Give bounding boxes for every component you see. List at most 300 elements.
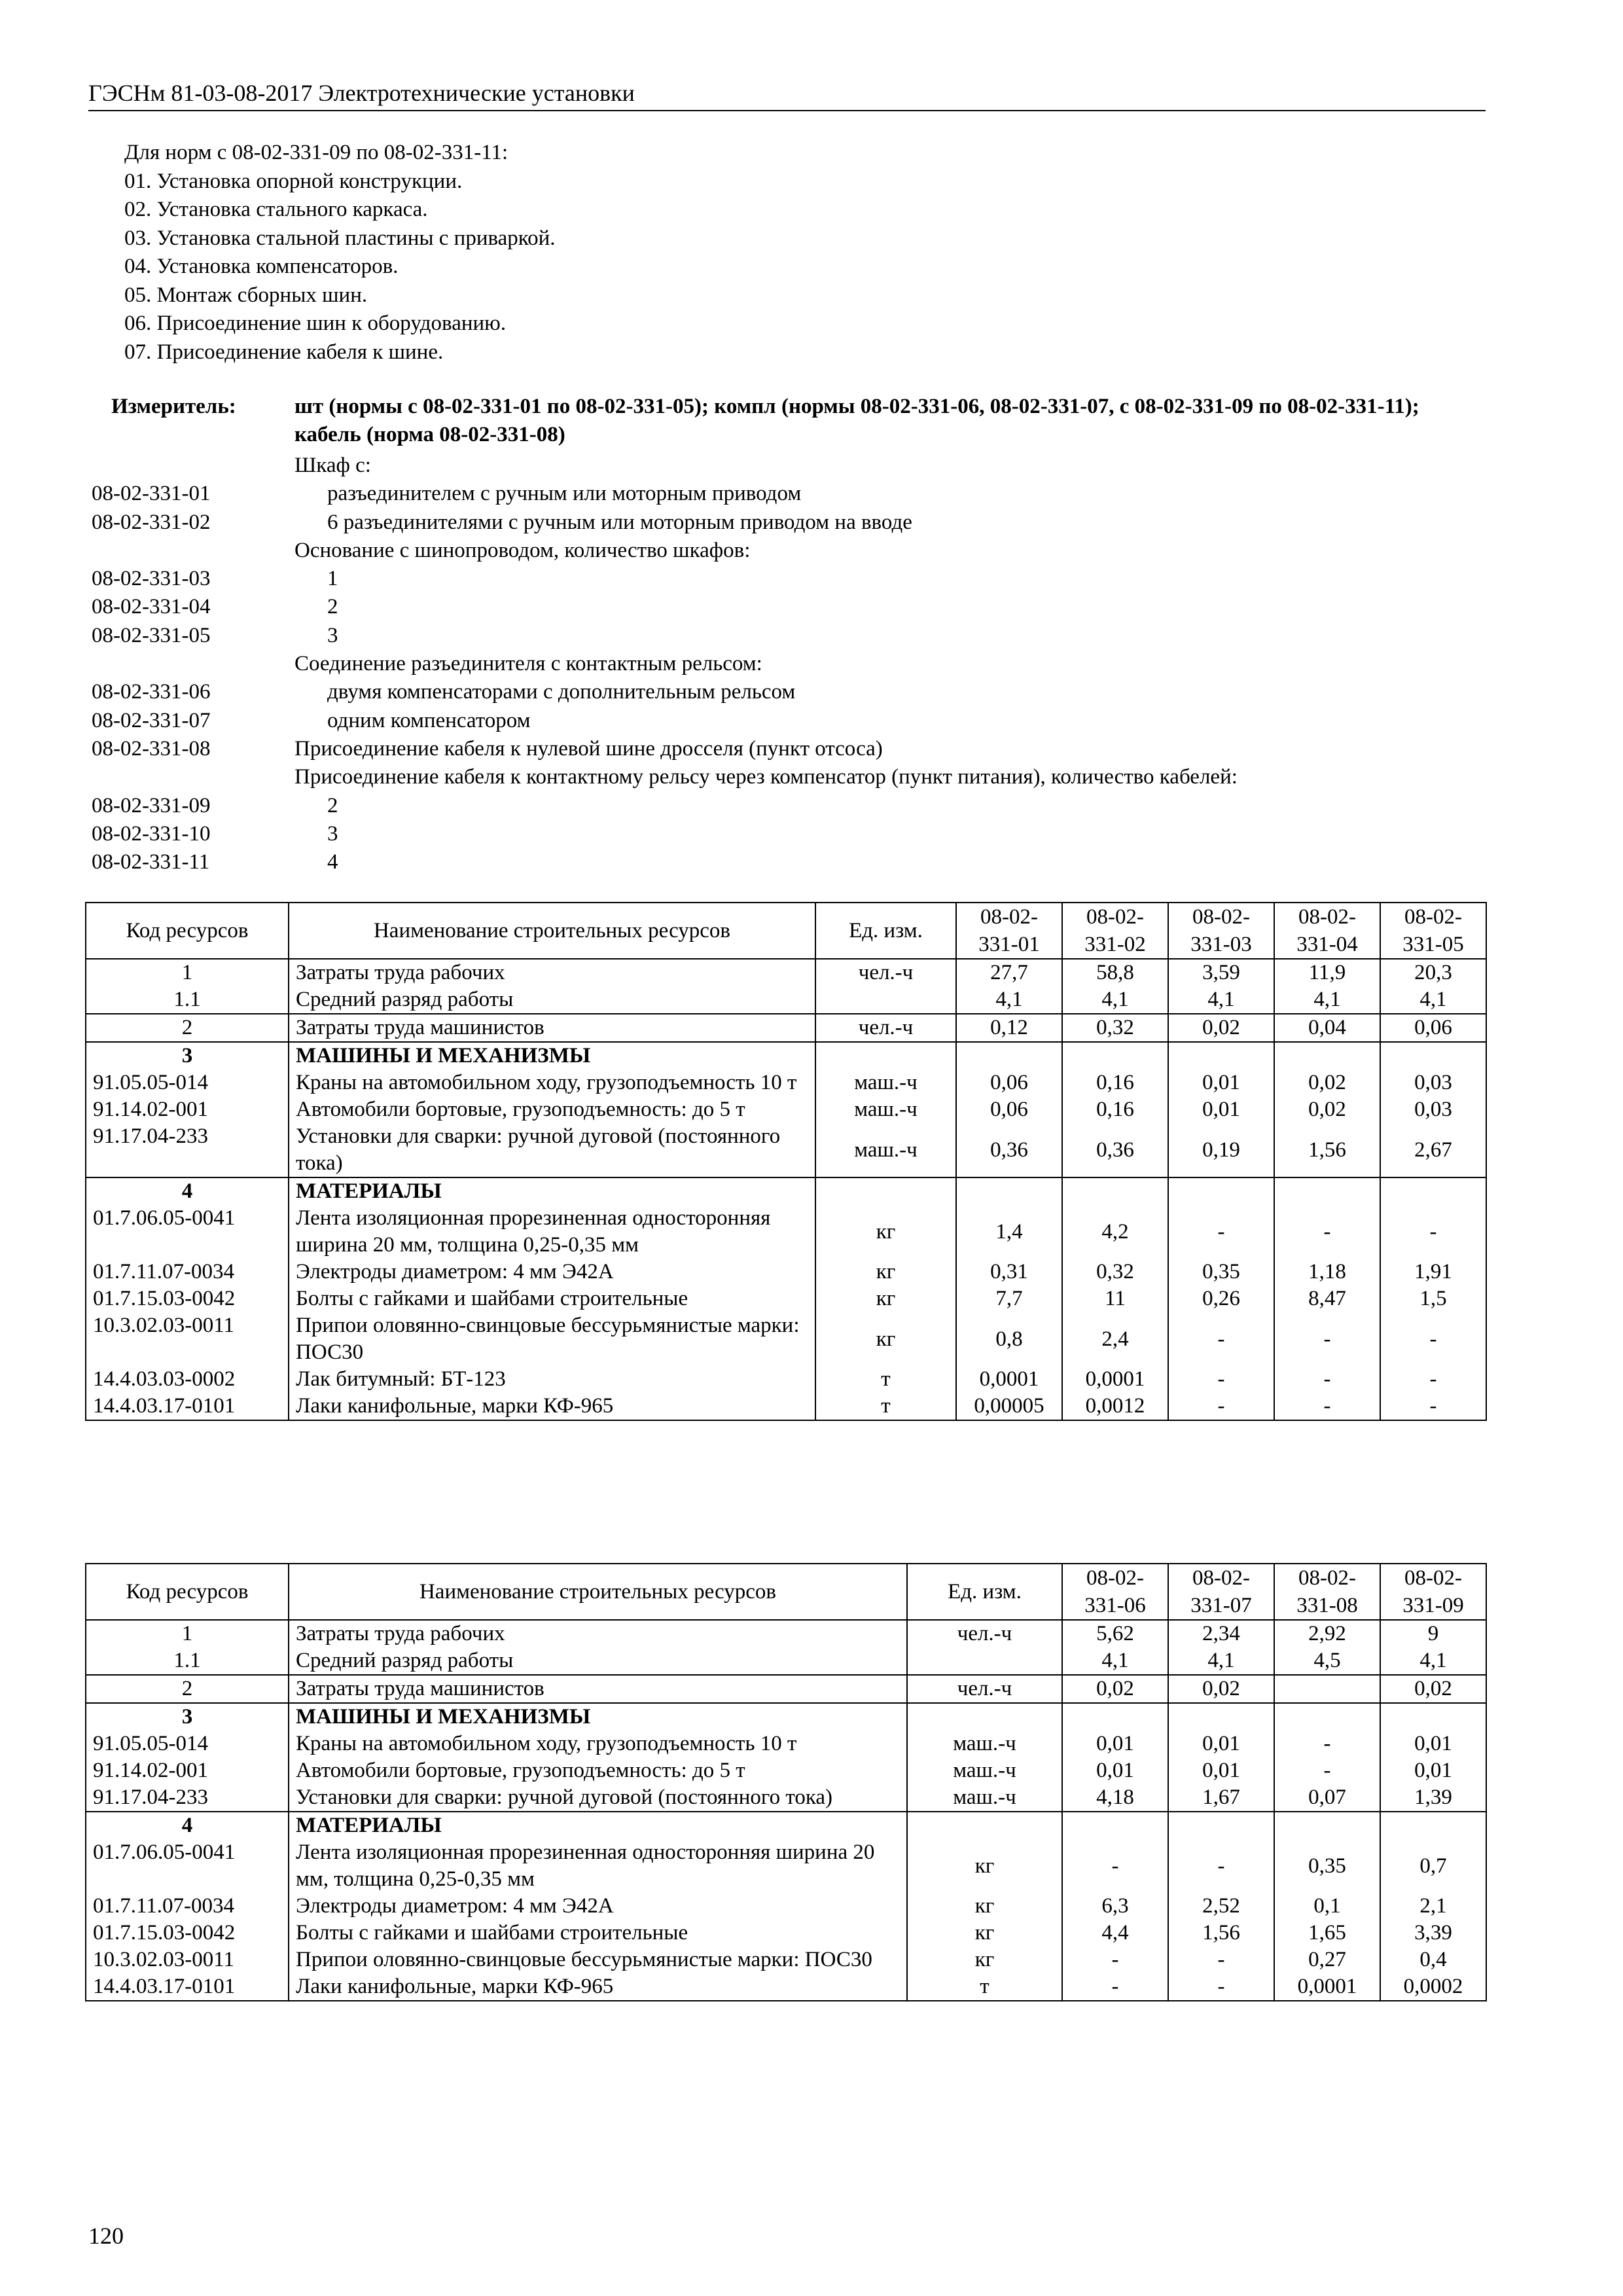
table-row (86, 1731, 1486, 1757)
column-header: 08-02-331-03 (1168, 903, 1274, 959)
norm-description: Присоединение кабеля к нулевой шине дросселя (пункт отсоса) (294, 736, 883, 761)
table-row (86, 1042, 1486, 1069)
resource-code: 14.4.03.03-0002 (86, 1366, 289, 1393)
resource-value: - (1380, 1366, 1486, 1393)
intro-line: 03. Установка стальной пластины с приваркой. (124, 226, 556, 250)
resource-value: 0,12 (956, 1014, 1062, 1042)
resource-value: 9 (1380, 1620, 1486, 1647)
resource-name: Средний разряд работы (289, 986, 815, 1014)
page-number: 120 (88, 2223, 124, 2249)
norm-description: 4 (327, 850, 338, 874)
resource-value: - (1168, 1839, 1274, 1893)
resource-name: МАТЕРИАЛЫ (289, 1812, 907, 1839)
resource-value: 1,4 (956, 1205, 1062, 1259)
table-header-row (86, 903, 1486, 959)
resource-unit: кг (815, 1312, 956, 1366)
resource-code: 4 (86, 1177, 289, 1205)
intro-line: 04. Установка компенсаторов. (124, 255, 399, 278)
table-row (86, 1312, 1486, 1366)
resource-unit: чел.-ч (815, 1014, 956, 1042)
resource-value: 1,56 (1168, 1920, 1274, 1946)
norm-code: 08-02-331-09 (92, 793, 211, 817)
resource-unit: кг (907, 1920, 1062, 1946)
resource-value: 0,01 (1168, 1757, 1274, 1784)
resource-value: 0,02 (1168, 1675, 1274, 1703)
resource-value (1274, 1703, 1380, 1731)
resource-value: 0,0001 (1062, 1366, 1168, 1393)
resource-value: - (1168, 1973, 1274, 2001)
resource-value: 7,7 (956, 1285, 1062, 1312)
resource-value: 0,06 (956, 1069, 1062, 1096)
resource-value: 0,36 (956, 1123, 1062, 1177)
resource-value: 4,4 (1062, 1920, 1168, 1946)
resource-unit (907, 1812, 1062, 1839)
column-header: Код ресурсов (86, 1564, 289, 1620)
resource-code: 91.05.05-014 (86, 1069, 289, 1096)
resource-code: 10.3.02.03-0011 (86, 1946, 289, 1973)
norm-row (92, 678, 1492, 706)
resource-value: 1,39 (1380, 1784, 1486, 1812)
resource-code: 1.1 (86, 986, 289, 1014)
norm-row (92, 452, 1492, 480)
norm-description: Шкаф с: (294, 454, 371, 477)
resource-value: - (1168, 1946, 1274, 1973)
resource-code: 10.3.02.03-0011 (86, 1312, 289, 1366)
column-header: Наименование строительных ресурсов (289, 1564, 907, 1620)
resource-value: 0,0012 (1062, 1393, 1168, 1420)
resource-name: Лента изоляционная прорезиненная односторонняя ширина 20 мм, толщина 0,25-0,35 мм (289, 1205, 815, 1259)
resource-name: Установки для сварки: ручной дуговой (постоянного тока) (289, 1784, 907, 1812)
resource-value: 1,91 (1380, 1259, 1486, 1285)
resource-unit: кг (815, 1285, 956, 1312)
table-row (86, 1893, 1486, 1920)
resource-value: 0,04 (1274, 1014, 1380, 1042)
resource-value: - (1274, 1366, 1380, 1393)
resource-name: Лента изоляционная прорезиненная односторонняя ширина 20 мм, толщина 0,25-0,35 мм (289, 1839, 907, 1893)
resource-value: 1,18 (1274, 1259, 1380, 1285)
resource-code: 91.14.02-001 (86, 1096, 289, 1123)
resource-code: 01.7.06.05-0041 (86, 1839, 289, 1893)
measurement-label: Измеритель: (111, 395, 236, 418)
resource-value: 2,52 (1168, 1893, 1274, 1920)
resource-name: Автомобили бортовые, грузоподъемность: до 5 т (289, 1096, 815, 1123)
table-row (86, 1920, 1486, 1946)
norm-code: 08-02-331-11 (92, 850, 210, 874)
resource-code: 01.7.11.07-0034 (86, 1893, 289, 1920)
resource-value: 0,02 (1274, 1069, 1380, 1096)
norm-description: 3 (327, 821, 338, 846)
norm-code: 08-02-331-05 (92, 623, 211, 647)
intro-line: 07. Присоединение кабеля к шине. (124, 340, 444, 364)
resource-name: Лак битумный: БТ-123 (289, 1366, 815, 1393)
norm-row (92, 537, 1492, 565)
resource-value: 0,01 (1062, 1757, 1168, 1784)
resource-value: 8,47 (1274, 1285, 1380, 1312)
resource-code: 91.17.04-233 (86, 1784, 289, 1812)
intro-line: Для норм с 08-02-331-09 по 08-02-331-11: (124, 141, 508, 164)
resource-value (1168, 1177, 1274, 1205)
resource-value: - (1274, 1393, 1380, 1420)
resource-name: Затраты труда рабочих (289, 1620, 907, 1647)
resource-code: 01.7.11.07-0034 (86, 1259, 289, 1285)
column-header: 08-02-331-09 (1380, 1564, 1486, 1620)
table-row (86, 1096, 1486, 1123)
resource-value: 0,35 (1168, 1259, 1274, 1285)
resource-name: Лаки канифольные, марки КФ-965 (289, 1973, 907, 2001)
table-row (86, 1620, 1486, 1647)
resource-value: 1,65 (1274, 1920, 1380, 1946)
resource-unit: т (907, 1973, 1062, 2001)
intro-line: 06. Присоединение шин к оборудованию. (124, 312, 507, 335)
intro-line: 05. Монтаж сборных шин. (124, 283, 368, 307)
resource-value: 0,19 (1168, 1123, 1274, 1177)
resource-value: 0,01 (1380, 1757, 1486, 1784)
norm-description: 2 (327, 793, 338, 817)
resource-value: 0,02 (1274, 1096, 1380, 1123)
resource-value (1274, 1042, 1380, 1069)
norm-row (92, 593, 1492, 621)
resource-value: 0,16 (1062, 1069, 1168, 1096)
resource-value: - (1274, 1731, 1380, 1757)
resource-name: Припои оловянно-свинцовые бессурьмянистые марки: ПОС30 (289, 1312, 815, 1366)
table-header-row (86, 1564, 1486, 1620)
resource-value: 2,92 (1274, 1620, 1380, 1647)
resource-value: 5,62 (1062, 1620, 1168, 1647)
table-row (86, 1366, 1486, 1393)
norm-row (92, 792, 1492, 820)
resource-value: 4,1 (1062, 986, 1168, 1014)
norm-row (92, 622, 1492, 650)
resource-value: - (1274, 1205, 1380, 1259)
resource-value: 0,01 (1168, 1731, 1274, 1757)
resource-code: 14.4.03.17-0101 (86, 1973, 289, 2001)
resource-value: - (1380, 1205, 1486, 1259)
resource-value (1380, 1042, 1486, 1069)
resource-unit: кг (907, 1893, 1062, 1920)
norm-description: одним компенсатором (327, 708, 531, 732)
resource-name: Затраты труда машинистов (289, 1014, 815, 1042)
resource-unit (815, 1042, 956, 1069)
table-row (86, 1703, 1486, 1731)
resource-unit: чел.-ч (907, 1620, 1062, 1647)
norm-code: 08-02-331-08 (92, 736, 211, 761)
resource-code: 1 (86, 1620, 289, 1647)
resource-value: - (1380, 1393, 1486, 1420)
resource-value: 0,4 (1380, 1946, 1486, 1973)
resource-name: МАШИНЫ И МЕХАНИЗМЫ (289, 1703, 907, 1731)
resource-name: Электроды диаметром: 4 мм Э42А (289, 1259, 815, 1285)
norm-row (92, 509, 1492, 537)
resource-value (1062, 1177, 1168, 1205)
resource-value: 0,06 (956, 1096, 1062, 1123)
resource-value: 1,5 (1380, 1285, 1486, 1312)
resource-value: 0,27 (1274, 1946, 1380, 1973)
resource-table-2 (85, 1563, 1487, 2001)
table-row (86, 1647, 1486, 1675)
resource-value: 2,34 (1168, 1620, 1274, 1647)
table-row (86, 1177, 1486, 1205)
resource-value: 4,5 (1274, 1647, 1380, 1675)
resource-unit (907, 1647, 1062, 1675)
norm-code: 08-02-331-07 (92, 708, 211, 732)
column-header: Ед. изм. (815, 903, 956, 959)
resource-value: 4,1 (1168, 1647, 1274, 1675)
resource-code: 91.05.05-014 (86, 1731, 289, 1757)
norm-row (92, 763, 1492, 791)
resource-value: - (1274, 1757, 1380, 1784)
table-row (86, 1393, 1486, 1420)
table-row (86, 1784, 1486, 1812)
resource-unit: маш.-ч (907, 1784, 1062, 1812)
table-row (86, 1675, 1486, 1703)
norm-code: 08-02-331-06 (92, 680, 211, 704)
resource-name: Болты с гайками и шайбами строительные (289, 1920, 907, 1946)
table-row (86, 1205, 1486, 1259)
resource-name: Автомобили бортовые, грузоподъемность: до 5 т (289, 1757, 907, 1784)
resource-value: 11,9 (1274, 959, 1380, 986)
resource-value: 0,32 (1062, 1259, 1168, 1285)
norm-code (92, 763, 294, 791)
resource-value: 0,0001 (1274, 1973, 1380, 2001)
resource-unit (907, 1703, 1062, 1731)
resource-value: 20,3 (1380, 959, 1486, 986)
norm-code (92, 537, 294, 565)
resource-value (1168, 1812, 1274, 1839)
norm-code (92, 452, 294, 480)
resource-value (956, 1042, 1062, 1069)
resource-value: - (1062, 1839, 1168, 1893)
resource-value: 4,1 (1380, 1647, 1486, 1675)
norm-code: 08-02-331-04 (92, 595, 211, 619)
resource-value: 3,39 (1380, 1920, 1486, 1946)
resource-value: 0,01 (1168, 1096, 1274, 1123)
resource-value: 4,1 (1274, 986, 1380, 1014)
table-row (86, 1757, 1486, 1784)
resource-code: 2 (86, 1014, 289, 1042)
resource-code: 14.4.03.17-0101 (86, 1393, 289, 1420)
resource-value: 0,35 (1274, 1839, 1380, 1893)
resource-unit: чел.-ч (907, 1675, 1062, 1703)
resource-value: - (1380, 1312, 1486, 1366)
resource-unit: маш.-ч (815, 1123, 956, 1177)
resource-value: 4,1 (1380, 986, 1486, 1014)
resource-unit: кг (815, 1259, 956, 1285)
resource-value: 0,32 (1062, 1014, 1168, 1042)
norm-row (92, 820, 1492, 848)
resource-unit: маш.-ч (907, 1757, 1062, 1784)
resource-value: 0,36 (1062, 1123, 1168, 1177)
resource-value: - (1168, 1393, 1274, 1420)
resource-value: - (1168, 1366, 1274, 1393)
norm-description: двумя компенсаторами с дополнительным рельсом (327, 680, 796, 704)
resource-name: Средний разряд работы (289, 1647, 907, 1675)
resource-value: 2,4 (1062, 1312, 1168, 1366)
resource-name: Затраты труда машинистов (289, 1675, 907, 1703)
norms-list (92, 452, 1492, 876)
resource-name: Установки для сварки: ручной дуговой (постоянного тока) (289, 1123, 815, 1177)
resource-code: 01.7.06.05-0041 (86, 1205, 289, 1259)
resource-code: 1 (86, 959, 289, 986)
column-header: 08-02-331-07 (1168, 1564, 1274, 1620)
resource-unit: т (815, 1366, 956, 1393)
resource-value: 0,01 (1062, 1731, 1168, 1757)
resource-unit: кг (907, 1839, 1062, 1893)
resource-value: 27,7 (956, 959, 1062, 986)
resource-value: 0,07 (1274, 1784, 1380, 1812)
resource-value: - (1062, 1946, 1168, 1973)
resource-value: 2,67 (1380, 1123, 1486, 1177)
resource-value: 0,1 (1274, 1893, 1380, 1920)
norm-description: 1 (327, 567, 338, 591)
resource-value (1062, 1703, 1168, 1731)
norm-description: разъединителем с ручным или моторным приводом (327, 482, 802, 506)
resource-value: - (1168, 1205, 1274, 1259)
resource-value: 0,0002 (1380, 1973, 1486, 2001)
resource-code: 01.7.15.03-0042 (86, 1920, 289, 1946)
resource-value: 0,02 (1062, 1675, 1168, 1703)
resource-name: Краны на автомобильном ходу, грузоподъемность 10 т (289, 1069, 815, 1096)
resource-value: 0,16 (1062, 1096, 1168, 1123)
resource-table-1 (85, 902, 1487, 1421)
resource-value: - (1168, 1312, 1274, 1366)
resource-unit: чел.-ч (815, 959, 956, 986)
resource-value (1274, 1675, 1380, 1703)
resource-code: 3 (86, 1042, 289, 1069)
norm-code (92, 650, 294, 678)
norm-row (92, 565, 1492, 593)
norm-code: 08-02-331-01 (92, 482, 211, 506)
resource-name: МАТЕРИАЛЫ (289, 1177, 815, 1205)
resource-unit: т (815, 1393, 956, 1420)
resource-value: 0,03 (1380, 1069, 1486, 1096)
table-row (86, 1973, 1486, 2001)
norm-description: 3 (327, 623, 338, 647)
resource-name: Болты с гайками и шайбами строительные (289, 1285, 815, 1312)
resource-value (1380, 1177, 1486, 1205)
resource-code: 3 (86, 1703, 289, 1731)
resource-value (1168, 1042, 1274, 1069)
resource-name: Краны на автомобильном ходу, грузоподъемность 10 т (289, 1731, 907, 1757)
norm-row (92, 707, 1492, 735)
resource-unit (815, 1177, 956, 1205)
resource-value: 0,03 (1380, 1096, 1486, 1123)
resource-value: 0,7 (1380, 1839, 1486, 1893)
resource-name: Лаки канифольные, марки КФ-965 (289, 1393, 815, 1420)
resource-unit: маш.-ч (907, 1731, 1062, 1757)
table-row (86, 1946, 1486, 1973)
resource-value: 11 (1062, 1285, 1168, 1312)
column-header: 08-02-331-04 (1274, 903, 1380, 959)
norm-description: 6 разъединителями с ручным или моторным приводом на вводе (327, 510, 912, 534)
resource-value: 0,01 (1380, 1731, 1486, 1757)
resource-value: 6,3 (1062, 1893, 1168, 1920)
resource-name: Припои оловянно-свинцовые бессурьмянистые марки: ПОС30 (289, 1946, 907, 1973)
resource-value: 4,1 (956, 986, 1062, 1014)
resource-unit: кг (907, 1946, 1062, 1973)
resource-value: 3,59 (1168, 959, 1274, 986)
table-row (86, 1259, 1486, 1285)
resource-value: 0,00005 (956, 1393, 1062, 1420)
resource-value: 4,1 (1168, 986, 1274, 1014)
resource-value: 0,31 (956, 1259, 1062, 1285)
resource-code: 91.14.02-001 (86, 1757, 289, 1784)
resource-name: Электроды диаметром: 4 мм Э42А (289, 1893, 907, 1920)
resource-value (1168, 1703, 1274, 1731)
resource-value: 0,02 (1380, 1675, 1486, 1703)
resource-value (1274, 1812, 1380, 1839)
resource-unit: маш.-ч (815, 1069, 956, 1096)
table-row (86, 1812, 1486, 1839)
norm-code: 08-02-331-03 (92, 567, 211, 591)
resource-value: 1,56 (1274, 1123, 1380, 1177)
resource-value: 0,0001 (956, 1366, 1062, 1393)
norm-row (92, 735, 1492, 763)
resource-value: 0,8 (956, 1312, 1062, 1366)
norm-description: Присоединение кабеля к контактному рельсу через компенсатор (пункт питания), количество кабелей: (294, 765, 1238, 789)
table-row (86, 1123, 1486, 1177)
table-row (86, 1839, 1486, 1893)
table-row (86, 1069, 1486, 1096)
column-header: Ед. изм. (907, 1564, 1062, 1620)
column-header: 08-02-331-02 (1062, 903, 1168, 959)
resource-value: - (1062, 1973, 1168, 2001)
resource-name: МАШИНЫ И МЕХАНИЗМЫ (289, 1042, 815, 1069)
table-row (86, 1014, 1486, 1042)
column-header: Наименование строительных ресурсов (289, 903, 815, 959)
resource-code: 01.7.15.03-0042 (86, 1285, 289, 1312)
resource-value: 1,67 (1168, 1784, 1274, 1812)
resource-value: 0,01 (1168, 1069, 1274, 1096)
column-header: 08-02-331-08 (1274, 1564, 1380, 1620)
intro-list (124, 139, 556, 367)
resource-name: Затраты труда рабочих (289, 959, 815, 986)
intro-line: 01. Установка опорной конструкции. (124, 169, 463, 193)
resource-value: 0,02 (1168, 1014, 1274, 1042)
resource-code: 91.17.04-233 (86, 1123, 289, 1177)
column-header: 08-02-331-05 (1380, 903, 1486, 959)
resource-value: 0,26 (1168, 1285, 1274, 1312)
resource-unit: маш.-ч (815, 1096, 956, 1123)
column-header: 08-02-331-01 (956, 903, 1062, 959)
resource-value: - (1274, 1312, 1380, 1366)
resource-value: 2,1 (1380, 1893, 1486, 1920)
resource-unit (815, 986, 956, 1014)
column-header: 08-02-331-06 (1062, 1564, 1168, 1620)
resource-value: 4,18 (1062, 1784, 1168, 1812)
norm-description: Основание с шинопроводом, количество шкафов: (294, 538, 751, 562)
norm-code: 08-02-331-02 (92, 510, 211, 534)
resource-value (1274, 1177, 1380, 1205)
resource-value (1380, 1703, 1486, 1731)
measurement-text: шт (нормы с 08-02-331-01 по 08-02-331-05); компл (нормы 08-02-331-06, 08-02-331-07, с 08-02-331-09 по 08-02-331-11); кабель (норма 08-02-331-08) (294, 395, 1419, 446)
resource-code: 2 (86, 1675, 289, 1703)
table-row (86, 986, 1486, 1014)
norm-description: 2 (327, 595, 338, 619)
resource-code: 1.1 (86, 1647, 289, 1675)
resource-unit: кг (815, 1205, 956, 1259)
resource-value: 4,2 (1062, 1205, 1168, 1259)
norm-code: 08-02-331-10 (92, 821, 211, 846)
resource-value (956, 1177, 1062, 1205)
intro-line: 02. Установка стального каркаса. (124, 198, 428, 221)
norm-row (92, 848, 1492, 876)
norm-description: Соединение разъединителя с контактным рельсом: (294, 652, 762, 676)
norm-row (92, 650, 1492, 678)
resource-code: 4 (86, 1812, 289, 1839)
column-header: Код ресурсов (86, 903, 289, 959)
resource-value: 4,1 (1062, 1647, 1168, 1675)
resource-value (1062, 1042, 1168, 1069)
